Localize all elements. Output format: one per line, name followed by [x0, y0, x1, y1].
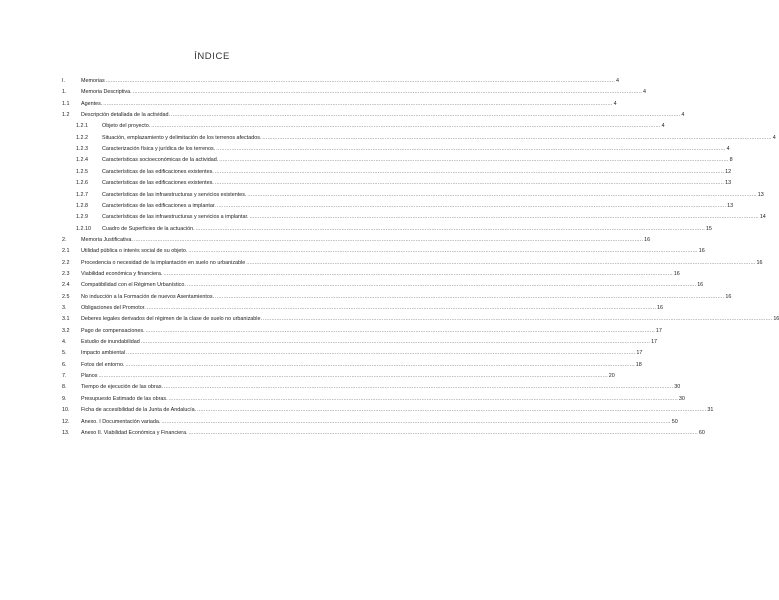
toc-entry — [62, 280, 704, 291]
dot-leader: ............................................................................................................................................................................................................................................................................................................ — [216, 146, 726, 153]
toc-entry-label: Viabilidad económica y financiera. — [81, 270, 163, 277]
toc-entry-number: 2.5 — [62, 293, 70, 300]
dot-leader: ............................................................................................................................................................................................................................................................................................................ — [133, 236, 644, 243]
dot-leader: ............................................................................................................................................................................................................................................................................................................ — [163, 384, 674, 391]
toc-entry — [62, 167, 732, 178]
toc-entry-number: 7. — [62, 373, 67, 380]
toc-entry-label: Procedencia o necesidad de la implantación en suelo no urbanizable — [81, 259, 246, 266]
toc-entry — [62, 144, 730, 155]
toc-entry-number: 1.2.1 — [76, 123, 88, 130]
toc-entry-label: Memoria Descriptiva. — [81, 89, 132, 96]
toc-entry-label: Tiempo de ejecución de las obras. — [81, 384, 163, 391]
toc-entry-label: Presupuesto Estimado de las obras. — [81, 395, 168, 402]
toc-entry — [62, 258, 763, 269]
dot-leader: ............................................................................................................................................................................................................................................................................................................ — [146, 305, 657, 311]
dot-leader: ............................................................................................................................................................................................................................................................................................................ — [103, 100, 613, 107]
toc-entry-number: 1.2.9 — [76, 214, 88, 221]
toc-entry — [62, 348, 643, 359]
toc-entry — [62, 99, 617, 110]
toc-entry-page: 4 — [642, 89, 646, 96]
toc-entry-page: 4 — [613, 100, 617, 107]
dot-leader: ............................................................................................................................................................................................................................................................................................................ — [186, 282, 697, 289]
toc-entry-page: 13 — [725, 180, 732, 187]
dot-leader: ............................................................................................................................................................................................................................................................................................................ — [151, 123, 661, 130]
toc-entry-page: 20 — [608, 373, 615, 380]
toc-entry-number: 2.1 — [62, 248, 70, 255]
dot-leader: ............................................................................................................................................................................................................................................................................................................ — [125, 361, 635, 368]
toc-entry-label: Situación, emplazamiento y delimitación de los terrenos afectados. — [102, 134, 262, 141]
toc-entry-page: 4 — [772, 134, 776, 141]
toc-entry-page: 17 — [651, 339, 658, 346]
dot-leader: ............................................................................................................................................................................................................................................................................................................ — [188, 429, 698, 436]
dot-leader: ............................................................................................................................................................................................................................................................................................................ — [195, 225, 705, 232]
toc-entry-page: 60 — [698, 429, 705, 436]
toc-entry — [62, 394, 685, 405]
dot-leader: ............................................................................................................................................................................................................................................................................................................ — [263, 316, 773, 323]
dot-leader: ............................................................................................................................................................................................................................................................................................................ — [197, 407, 707, 414]
toc-entry-page: 16 — [697, 282, 704, 289]
dot-leader: ............................................................................................................................................................................................................................................................................................................ — [249, 214, 759, 221]
dot-leader: ............................................................................................................................................................................................................................................................................................................ — [262, 134, 772, 141]
toc-entry — [62, 178, 732, 189]
toc-entry — [62, 155, 733, 166]
toc-entry — [62, 337, 658, 348]
toc-entry-label: Caracterización física y jurídica de los terrenos. — [102, 146, 216, 153]
toc-entry-label: Características de las infraestructuras y servicios a implantar. — [102, 214, 249, 221]
toc-entry-page: 17 — [655, 327, 662, 334]
toc-entry — [62, 224, 712, 235]
toc-entry-number: 6. — [62, 361, 67, 368]
dot-leader: ............................................................................................................................................................................................................................................................................................................ — [171, 112, 681, 119]
dot-leader: ............................................................................................................................................................................................................................................................................................................ — [126, 350, 636, 357]
toc-entry-label: Impacto ambiental — [81, 350, 126, 357]
toc-entry-label: Características de las edificaciones existentes. — [102, 168, 214, 175]
toc-entry-page: 14 — [759, 214, 766, 221]
toc-entry — [62, 212, 766, 223]
dot-leader: ............................................................................................................................................................................................................................................................................................................ — [246, 259, 756, 266]
toc-entry-label: Compatibilidad con el Régimen Urbanístico. — [81, 282, 186, 289]
toc-entry-page: 4 — [615, 78, 619, 84]
toc-entry-label: Anexo. I Documentación variada. — [81, 418, 161, 425]
toc-entry-page: 16 — [657, 305, 664, 311]
toc-entry-number: 1.2.2 — [76, 134, 88, 141]
dot-leader: ............................................................................................................................................................................................................................................................................................................ — [163, 270, 673, 277]
toc-entry-number: 1.2.10 — [76, 225, 91, 232]
toc-entry-number: 1.1 — [62, 100, 70, 107]
toc-entry-page: 30 — [678, 395, 685, 402]
toc-entry — [62, 292, 732, 303]
dot-leader: ............................................................................................................................................................................................................................................................................................................ — [188, 248, 698, 255]
toc-entry-label: Características socioeconómicas de la actividad. — [102, 157, 219, 164]
toc-entry-number: 13. — [62, 429, 70, 436]
toc-entry-label: Deberes legales derivados del régimen de la clase de suelo no urbanizable. — [81, 316, 262, 323]
page-title: ÍNDICE — [194, 51, 230, 62]
dot-leader: ............................................................................................................................................................................................................................................................................................................ — [214, 168, 725, 175]
toc-entry — [62, 246, 705, 257]
toc-entry — [62, 121, 665, 132]
dot-leader: ............................................................................................................................................................................................................................................................................................................ — [132, 89, 642, 96]
toc-entry-page: 16 — [756, 259, 763, 266]
toc-entry — [62, 314, 779, 325]
toc-entry-page: 16 — [773, 316, 779, 323]
toc-entry-number: 12. — [62, 418, 70, 425]
toc-entry — [62, 269, 680, 280]
toc-entry-label: Estudio de inundabilidad — [81, 339, 140, 346]
toc-entry-number: 4. — [62, 339, 67, 346]
toc-entry — [62, 110, 685, 121]
toc-entry — [62, 371, 615, 382]
toc-entry — [62, 360, 642, 371]
dot-leader: ............................................................................................................................................................................................................................................................................................................ — [145, 327, 655, 334]
toc-entry-label: Cuadro de Superficies de la actuación. — [102, 225, 195, 232]
toc-entry-page: 17 — [636, 350, 643, 357]
toc-entry-number: 2.4 — [62, 282, 70, 289]
toc-entry — [62, 201, 734, 212]
toc-entry-label: Ficha de accesibilidad de la Junta de Andalucía. — [81, 407, 197, 414]
dot-leader: ............................................................................................................................................................................................................................................................................................................ — [219, 157, 729, 164]
toc-entry-page: 4 — [726, 146, 730, 153]
toc-entry-number: 8. — [62, 384, 67, 391]
dot-leader: ............................................................................................................................................................................................................................................................................................................ — [140, 339, 651, 346]
toc-entry-label: Utilidad pública o interés social de su objeto. — [81, 248, 188, 255]
dot-leader: ............................................................................................................................................................................................................................................................................................................ — [215, 293, 725, 300]
toc-entry-number: 1.2.3 — [76, 146, 88, 153]
dot-leader: ............................................................................................................................................................................................................................................................................................................ — [161, 418, 671, 425]
toc-entry-page: 50 — [671, 418, 678, 425]
toc-entry-page: 16 — [644, 236, 651, 243]
dot-leader: ............................................................................................................................................................................................................................................................................................................ — [105, 78, 615, 84]
toc-entry-number: 2.3 — [62, 270, 70, 277]
toc-entry-page: 4 — [661, 123, 665, 130]
toc-entry-label: Planos — [81, 373, 98, 380]
toc-entry-page: 16 — [725, 293, 732, 300]
toc-entry-label: Características de las edificaciones a implantar. — [102, 202, 216, 209]
toc-entry-number: 1.2.4 — [76, 157, 88, 164]
toc-entry-label: Características de las infraestructuras y servicios existentes. — [102, 191, 247, 198]
toc-entry-number: 2. — [62, 236, 67, 243]
dot-leader: ............................................................................................................................................................................................................................................................................................................ — [247, 191, 757, 198]
toc-entry-page: 18 — [635, 361, 642, 368]
toc-entry-label: Anexo II. Viabilidad Económica y Financiera. — [81, 429, 188, 436]
toc-entry — [62, 428, 705, 439]
toc-entry — [62, 87, 646, 98]
toc-entry-number: 9. — [62, 395, 67, 402]
toc-entry-page: 8 — [729, 157, 733, 164]
toc-entry-label: No inducción a la Formación de nuevos Asentamientos. — [81, 293, 215, 300]
toc-entry-page: 16 — [698, 248, 705, 255]
toc-entry — [62, 326, 662, 337]
toc-entry-number: 5. — [62, 350, 67, 357]
toc-entry-page: 4 — [681, 112, 685, 119]
toc-entry-number: 3. — [62, 305, 67, 311]
toc-entry-number: 1.2.5 — [76, 168, 88, 175]
toc-entry-page: 13 — [757, 191, 764, 198]
toc-entry-label: Objeto del proyecto. — [102, 123, 151, 130]
toc-entry-number: 1.2.7 — [76, 191, 88, 198]
dot-leader: ............................................................................................................................................................................................................................................................................................................ — [216, 202, 727, 209]
toc-entry — [62, 76, 619, 87]
toc-entry-number: 1.2 — [62, 112, 70, 119]
toc-entry-label: Pago de compensaciones. — [81, 327, 145, 334]
toc-entry — [62, 190, 764, 201]
toc-entry-number: 10. — [62, 407, 70, 414]
toc-entry-label: Agentes. — [81, 100, 103, 107]
toc-entry-number: 1.2.6 — [76, 180, 88, 187]
toc-entry-number: 3.2 — [62, 327, 70, 334]
toc-entry — [62, 133, 776, 144]
toc-entry-label: Fotos del entorno. — [81, 361, 125, 368]
toc-entry-page: 12 — [725, 168, 732, 175]
toc-entry-page: 30 — [674, 384, 681, 391]
toc-entry — [62, 382, 681, 393]
toc-entry-page: 16 — [673, 270, 680, 277]
toc-entry-label: Memorias — [81, 78, 105, 84]
toc-entry — [62, 417, 678, 428]
dot-leader: ............................................................................................................................................................................................................................................................................................................ — [168, 395, 678, 402]
toc-entry-number: 2.2 — [62, 259, 70, 266]
dot-leader: ............................................................................................................................................................................................................................................................................................................ — [214, 180, 725, 187]
toc-entry-label: Obligaciones del Promotor. — [81, 305, 146, 311]
toc-entry-page: 15 — [705, 225, 712, 232]
dot-leader: ............................................................................................................................................................................................................................................................................................................ — [98, 373, 608, 380]
toc-entry-number: I. — [62, 78, 65, 84]
toc-entry-label: Características de las edificaciones existentes. — [102, 180, 214, 187]
toc-entry — [62, 405, 714, 416]
toc-entry-label: Memoria Justificativa. — [81, 236, 133, 243]
toc-entry-page: 31 — [707, 407, 714, 414]
toc-entry-page: 13 — [727, 202, 734, 209]
toc-entry — [62, 303, 664, 314]
toc-entry-number: 3.1 — [62, 316, 70, 323]
toc-entry — [62, 235, 651, 246]
toc-entry-label: Descripción detallada de la actividad. — [81, 112, 170, 119]
toc-entry-number: 1. — [62, 89, 67, 96]
toc-entry-number: 1.2.8 — [76, 202, 88, 209]
